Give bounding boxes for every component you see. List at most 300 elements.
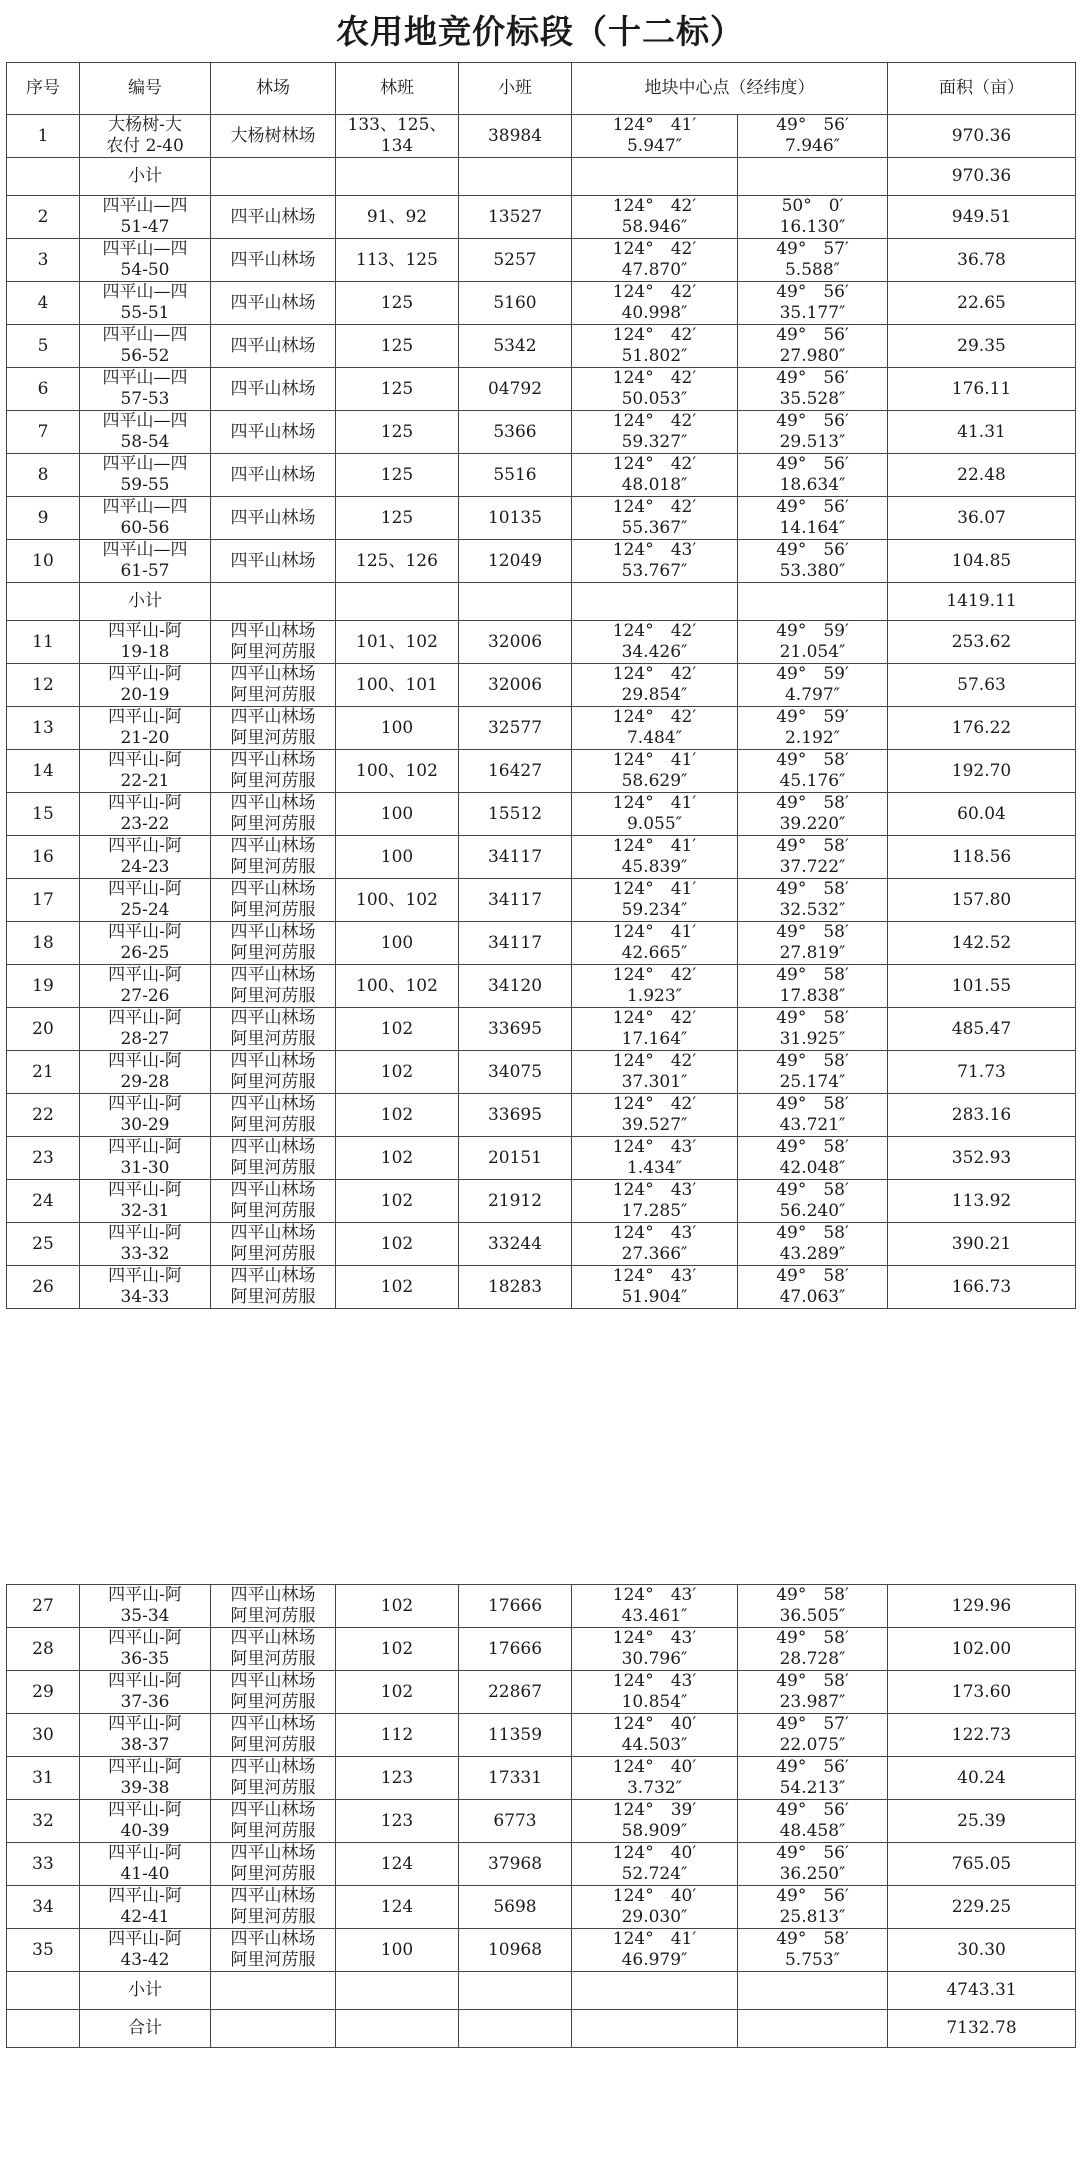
compartment-cell-line: 124: [380, 1853, 414, 1874]
latitude-cell-line: 50° 0′: [781, 196, 844, 216]
farm-cell: [211, 115, 336, 158]
seq-cell: 19: [7, 965, 80, 1008]
longitude-cell-line: 37.301″: [621, 1072, 688, 1092]
code-cell: [80, 1223, 211, 1266]
farm-cell: [211, 1008, 336, 1051]
latitude-cell: [738, 922, 888, 965]
seq-cell: 5: [7, 325, 80, 368]
empty-cell: [572, 2010, 738, 2048]
compartment-cell: [336, 368, 459, 411]
code-cell-line: 四平山-阿: [108, 1800, 182, 1820]
code-cell-line: 四平山—四: [102, 411, 188, 431]
farm-cell: [211, 1266, 336, 1309]
seq-cell: 22: [7, 1094, 80, 1137]
farm-cell: [211, 793, 336, 836]
latitude-cell-line: 4.797″: [784, 685, 841, 705]
code-cell-line: 22-21: [120, 771, 170, 791]
compartment-cell-line: 123: [380, 1767, 414, 1788]
subcompartment-cell: 34075: [459, 1051, 572, 1094]
farm-cell-line: 四平山林场: [230, 836, 316, 856]
subcompartment-cell: 13527: [459, 196, 572, 239]
subcompartment-cell: 5516: [459, 454, 572, 497]
seq-cell: 3: [7, 239, 80, 282]
table-row: [7, 1843, 1076, 1886]
seq-cell: 15: [7, 793, 80, 836]
empty-cell: [211, 583, 336, 621]
farm-cell-line: 四平山林场: [230, 378, 316, 399]
empty-cell: [7, 1972, 80, 2010]
latitude-cell-line: 49° 59′: [776, 707, 849, 727]
code-cell-line: 19-18: [120, 642, 170, 662]
seq-cell: 27: [7, 1585, 80, 1628]
seq-cell: 32: [7, 1800, 80, 1843]
subcompartment-cell: 6773: [459, 1800, 572, 1843]
table-row: [7, 1671, 1076, 1714]
area-cell: 29.35: [888, 325, 1076, 368]
compartment-cell-line: 102: [380, 1638, 414, 1659]
longitude-cell-line: 55.367″: [621, 518, 688, 538]
seq-cell: 6: [7, 368, 80, 411]
latitude-cell: [738, 707, 888, 750]
subtotal-label: 小计: [80, 158, 211, 196]
code-cell-line: 四平山-阿: [108, 621, 182, 641]
empty-cell: [572, 158, 738, 196]
code-cell-line: 41-40: [120, 1864, 170, 1884]
area-cell: 485.47: [888, 1008, 1076, 1051]
farm-cell-line: 阿里河苈服: [230, 1692, 316, 1712]
farm-cell: [211, 664, 336, 707]
empty-cell: [336, 1972, 459, 2010]
subtotal-row: [7, 2010, 1076, 2048]
subcompartment-cell: 12049: [459, 540, 572, 583]
code-cell: [80, 793, 211, 836]
latitude-cell-line: 7.946″: [784, 136, 841, 156]
longitude-cell-line: 124° 42′: [612, 1008, 697, 1028]
longitude-cell-line: 124° 42′: [612, 454, 697, 474]
area-cell: 22.65: [888, 282, 1076, 325]
longitude-cell-line: 124° 42′: [612, 621, 697, 641]
code-cell: [80, 1051, 211, 1094]
subtotal-label: 小计: [80, 583, 211, 621]
document-title: 农用地竞价标段（十二标）: [336, 11, 744, 51]
farm-cell: [211, 1800, 336, 1843]
farm-cell: [211, 368, 336, 411]
table-row: [7, 540, 1076, 583]
seq-cell: 10: [7, 540, 80, 583]
code-cell-line: 51-47: [120, 217, 170, 237]
compartment-cell-line: 102: [380, 1104, 414, 1125]
code-cell-line: 四平山—四: [102, 454, 188, 474]
farm-cell-line: 四平山林场: [230, 1714, 316, 1734]
latitude-cell-line: 43.289″: [779, 1244, 846, 1264]
subcompartment-cell: 33244: [459, 1223, 572, 1266]
longitude-cell: [572, 1180, 738, 1223]
farm-cell-line: 阿里河苈服: [230, 642, 316, 662]
farm-cell: [211, 1671, 336, 1714]
code-cell-line: 31-30: [120, 1158, 170, 1178]
longitude-cell: [572, 1051, 738, 1094]
compartment-cell: [336, 879, 459, 922]
compartment-cell: [336, 1223, 459, 1266]
longitude-cell-line: 124° 42′: [612, 282, 697, 302]
compartment-cell: [336, 196, 459, 239]
seq-cell: 18: [7, 922, 80, 965]
longitude-cell: [572, 1223, 738, 1266]
table-row: [7, 1094, 1076, 1137]
farm-cell: [211, 1137, 336, 1180]
longitude-cell-line: 39.527″: [621, 1115, 688, 1135]
longitude-cell: [572, 1266, 738, 1309]
farm-cell-line: 阿里河苈服: [230, 1864, 316, 1884]
code-cell: [80, 1008, 211, 1051]
subcompartment-cell: 33695: [459, 1008, 572, 1051]
farm-cell-line: 四平山林场: [230, 550, 316, 571]
code-cell-line: 四平山-阿: [108, 1266, 182, 1286]
area-cell: 157.80: [888, 879, 1076, 922]
header-farm: 林场: [211, 63, 336, 115]
code-cell: [80, 1628, 211, 1671]
longitude-cell: [572, 497, 738, 540]
code-cell: [80, 1843, 211, 1886]
latitude-cell-line: 42.048″: [779, 1158, 846, 1178]
latitude-cell-line: 14.164″: [779, 518, 846, 538]
compartment-cell-line: 112: [380, 1724, 414, 1745]
farm-cell: [211, 621, 336, 664]
seq-cell: 4: [7, 282, 80, 325]
empty-cell: [336, 158, 459, 196]
code-cell: [80, 1714, 211, 1757]
code-cell-line: 34-33: [120, 1287, 170, 1307]
latitude-cell: [738, 497, 888, 540]
latitude-cell-line: 18.634″: [779, 475, 846, 495]
subcompartment-cell: 34117: [459, 879, 572, 922]
latitude-cell-line: 49° 58′: [776, 1051, 849, 1071]
longitude-cell-line: 45.839″: [621, 857, 688, 877]
code-cell-line: 36-35: [120, 1649, 170, 1669]
code-cell: [80, 325, 211, 368]
longitude-cell-line: 53.767″: [621, 561, 688, 581]
latitude-cell-line: 49° 56′: [776, 1757, 849, 1777]
compartment-cell-line: 125、126: [356, 550, 438, 571]
compartment-cell-line: 134: [380, 136, 414, 156]
empty-cell: [459, 158, 572, 196]
compartment-cell-line: 102: [380, 1595, 414, 1616]
table-row: [7, 1180, 1076, 1223]
seq-cell: 20: [7, 1008, 80, 1051]
empty-cell: [7, 158, 80, 196]
area-cell: 176.22: [888, 707, 1076, 750]
latitude-cell: [738, 1585, 888, 1628]
latitude-cell-line: 36.505″: [779, 1606, 846, 1626]
longitude-cell: [572, 1886, 738, 1929]
seq-cell: 30: [7, 1714, 80, 1757]
longitude-cell-line: 124° 40′: [612, 1757, 697, 1777]
table-row: [7, 454, 1076, 497]
longitude-cell-line: 47.870″: [621, 260, 688, 280]
longitude-cell-line: 10.854″: [621, 1692, 688, 1712]
bid-table-part-2: [6, 1584, 1076, 2048]
latitude-cell: [738, 1929, 888, 1972]
area-cell: 229.25: [888, 1886, 1076, 1929]
compartment-cell-line: 100、102: [356, 889, 438, 910]
seq-cell: 2: [7, 196, 80, 239]
longitude-cell-line: 124° 41′: [612, 115, 697, 135]
farm-cell-line: 四平山林场: [230, 1137, 316, 1157]
area-cell: 113.92: [888, 1180, 1076, 1223]
farm-cell-line: 四平山林场: [230, 1800, 316, 1820]
area-cell: 970.36: [888, 115, 1076, 158]
code-cell: [80, 1671, 211, 1714]
code-cell-line: 30-29: [120, 1115, 170, 1135]
latitude-cell-line: 49° 56′: [776, 1800, 849, 1820]
farm-cell: [211, 922, 336, 965]
table-row: [7, 1223, 1076, 1266]
code-cell-line: 23-22: [120, 814, 170, 834]
code-cell-line: 四平山—四: [102, 196, 188, 216]
longitude-cell: [572, 540, 738, 583]
seq-cell: 12: [7, 664, 80, 707]
table-header-row: [7, 63, 1076, 115]
longitude-cell-line: 50.053″: [621, 389, 688, 409]
longitude-cell-line: 124° 43′: [612, 1137, 697, 1157]
table-row: [7, 1757, 1076, 1800]
compartment-cell: [336, 282, 459, 325]
compartment-cell: [336, 1094, 459, 1137]
longitude-cell: [572, 282, 738, 325]
longitude-cell-line: 44.503″: [621, 1735, 688, 1755]
subcompartment-cell: 21912: [459, 1180, 572, 1223]
latitude-cell-line: 49° 58′: [776, 750, 849, 770]
code-cell: [80, 196, 211, 239]
table-row: [7, 621, 1076, 664]
compartment-cell-line: 100: [380, 932, 414, 953]
subtotal-row: [7, 1972, 1076, 2010]
compartment-cell-line: 100、102: [356, 975, 438, 996]
code-cell-line: 25-24: [120, 900, 170, 920]
header-coordinates: 地块中心点（经纬度）: [572, 63, 888, 115]
area-cell: 22.48: [888, 454, 1076, 497]
latitude-cell-line: 45.176″: [779, 771, 846, 791]
subcompartment-cell: 17666: [459, 1585, 572, 1628]
code-cell: [80, 1266, 211, 1309]
subcompartment-cell: 33695: [459, 1094, 572, 1137]
seq-cell: 28: [7, 1628, 80, 1671]
code-cell: [80, 540, 211, 583]
farm-cell: [211, 497, 336, 540]
farm-cell-line: 四平山林场: [230, 1223, 316, 1243]
table-row: [7, 750, 1076, 793]
subcompartment-cell: 10135: [459, 497, 572, 540]
compartment-cell: [336, 115, 459, 158]
farm-cell-line: 阿里河苈服: [230, 1158, 316, 1178]
area-cell: 41.31: [888, 411, 1076, 454]
latitude-cell: [738, 115, 888, 158]
table-row: [7, 196, 1076, 239]
latitude-cell-line: 48.458″: [779, 1821, 846, 1841]
longitude-cell: [572, 1757, 738, 1800]
area-cell: 176.11: [888, 368, 1076, 411]
longitude-cell-line: 3.732″: [626, 1778, 683, 1798]
longitude-cell-line: 124° 40′: [612, 1714, 697, 1734]
latitude-cell: [738, 196, 888, 239]
compartment-cell-line: 102: [380, 1147, 414, 1168]
area-cell: 104.85: [888, 540, 1076, 583]
code-cell-line: 28-27: [120, 1029, 170, 1049]
empty-cell: [211, 158, 336, 196]
table-row: [7, 282, 1076, 325]
compartment-cell-line: 113、125: [356, 249, 438, 270]
seq-cell: 25: [7, 1223, 80, 1266]
code-cell-line: 55-51: [120, 303, 170, 323]
longitude-cell-line: 27.366″: [621, 1244, 688, 1264]
latitude-cell: [738, 1051, 888, 1094]
code-cell-line: 四平山-阿: [108, 750, 182, 770]
code-cell: [80, 879, 211, 922]
header-area: 面积（亩）: [888, 63, 1076, 115]
farm-cell-line: 四平山林场: [230, 965, 316, 985]
area-cell: 253.62: [888, 621, 1076, 664]
subcompartment-cell: 34120: [459, 965, 572, 1008]
longitude-cell: [572, 454, 738, 497]
longitude-cell-line: 124° 42′: [612, 196, 697, 216]
latitude-cell: [738, 454, 888, 497]
subtotal-row: [7, 158, 1076, 196]
code-cell: [80, 1585, 211, 1628]
code-cell: [80, 750, 211, 793]
subcompartment-cell: 32006: [459, 621, 572, 664]
seq-cell: 33: [7, 1843, 80, 1886]
header-compartment: 林班: [336, 63, 459, 115]
table-row: [7, 793, 1076, 836]
code-cell-line: 37-36: [120, 1692, 170, 1712]
longitude-cell: [572, 621, 738, 664]
compartment-cell-line: 100、102: [356, 760, 438, 781]
table-row: [7, 664, 1076, 707]
latitude-cell-line: 37.722″: [779, 857, 846, 877]
code-cell-line: 40-39: [120, 1821, 170, 1841]
code-cell-line: 35-34: [120, 1606, 170, 1626]
table-row: [7, 965, 1076, 1008]
code-cell: [80, 707, 211, 750]
farm-cell: [211, 1757, 336, 1800]
area-cell: 36.07: [888, 497, 1076, 540]
latitude-cell: [738, 540, 888, 583]
farm-cell: [211, 325, 336, 368]
latitude-cell-line: 49° 59′: [776, 664, 849, 684]
subcompartment-cell: 34117: [459, 922, 572, 965]
seq-cell: 14: [7, 750, 80, 793]
compartment-cell: [336, 1800, 459, 1843]
longitude-cell-line: 124° 43′: [612, 1180, 697, 1200]
seq-cell: 17: [7, 879, 80, 922]
farm-cell-line: 阿里河苈服: [230, 1735, 316, 1755]
latitude-cell: [738, 325, 888, 368]
code-cell-line: 四平山-阿: [108, 922, 182, 942]
latitude-cell-line: 29.513″: [779, 432, 846, 452]
seq-cell: 35: [7, 1929, 80, 1972]
longitude-cell: [572, 196, 738, 239]
latitude-cell-line: 49° 56′: [776, 540, 849, 560]
longitude-cell-line: 124° 41′: [612, 793, 697, 813]
latitude-cell-line: 49° 56′: [776, 497, 849, 517]
latitude-cell: [738, 793, 888, 836]
farm-cell-line: 四平山林场: [230, 793, 316, 813]
compartment-cell: [336, 239, 459, 282]
compartment-cell: [336, 1008, 459, 1051]
code-cell-line: 四平山-阿: [108, 1008, 182, 1028]
farm-cell-line: 四平山林场: [230, 1266, 316, 1286]
longitude-cell: [572, 707, 738, 750]
compartment-cell: [336, 1886, 459, 1929]
compartment-cell: [336, 1266, 459, 1309]
empty-cell: [572, 583, 738, 621]
longitude-cell-line: 124° 41′: [612, 1929, 697, 1949]
longitude-cell: [572, 793, 738, 836]
code-cell: [80, 1757, 211, 1800]
code-cell-line: 四平山-阿: [108, 1223, 182, 1243]
latitude-cell-line: 49° 58′: [776, 1137, 849, 1157]
latitude-cell-line: 35.528″: [779, 389, 846, 409]
latitude-cell-line: 49° 58′: [776, 1180, 849, 1200]
area-cell: 129.96: [888, 1585, 1076, 1628]
table-row: [7, 1800, 1076, 1843]
subcompartment-cell: 18283: [459, 1266, 572, 1309]
farm-cell-line: 四平山林场: [230, 922, 316, 942]
latitude-cell: [738, 1223, 888, 1266]
longitude-cell-line: 7.484″: [626, 728, 683, 748]
seq-cell: 23: [7, 1137, 80, 1180]
code-cell-line: 四平山—四: [102, 325, 188, 345]
code-cell-line: 27-26: [120, 986, 170, 1006]
latitude-cell-line: 31.925″: [779, 1029, 846, 1049]
compartment-cell-line: 125: [380, 335, 414, 356]
longitude-cell-line: 124° 42′: [612, 411, 697, 431]
longitude-cell-line: 51.802″: [621, 346, 688, 366]
latitude-cell-line: 49° 56′: [776, 115, 849, 135]
latitude-cell: [738, 239, 888, 282]
code-cell-line: 26-25: [120, 943, 170, 963]
latitude-cell: [738, 1757, 888, 1800]
code-cell-line: 43-42: [120, 1950, 170, 1970]
code-cell-line: 四平山-阿: [108, 1843, 182, 1863]
latitude-cell: [738, 1266, 888, 1309]
code-cell-line: 四平山—四: [102, 368, 188, 388]
seq-cell: 34: [7, 1886, 80, 1929]
compartment-cell: [336, 965, 459, 1008]
compartment-cell-line: 102: [380, 1190, 414, 1211]
compartment-cell-line: 100: [380, 1939, 414, 1960]
latitude-cell-line: 16.130″: [779, 217, 846, 237]
code-cell-line: 59-55: [120, 475, 170, 495]
code-cell-line: 四平山-阿: [108, 1051, 182, 1071]
latitude-cell-line: 49° 58′: [776, 793, 849, 813]
latitude-cell: [738, 1137, 888, 1180]
farm-cell-line: 四平山林场: [230, 879, 316, 899]
longitude-cell-line: 124° 43′: [612, 1585, 697, 1605]
longitude-cell-line: 124° 43′: [612, 1266, 697, 1286]
latitude-cell: [738, 879, 888, 922]
longitude-cell: [572, 836, 738, 879]
compartment-cell: [336, 540, 459, 583]
code-cell: [80, 454, 211, 497]
longitude-cell-line: 124° 42′: [612, 368, 697, 388]
latitude-cell-line: 21.054″: [779, 642, 846, 662]
code-cell-line: 33-32: [120, 1244, 170, 1264]
compartment-cell: [336, 1671, 459, 1714]
latitude-cell-line: 28.728″: [779, 1649, 846, 1669]
code-cell-line: 四平山-阿: [108, 1094, 182, 1114]
table-row: [7, 1008, 1076, 1051]
